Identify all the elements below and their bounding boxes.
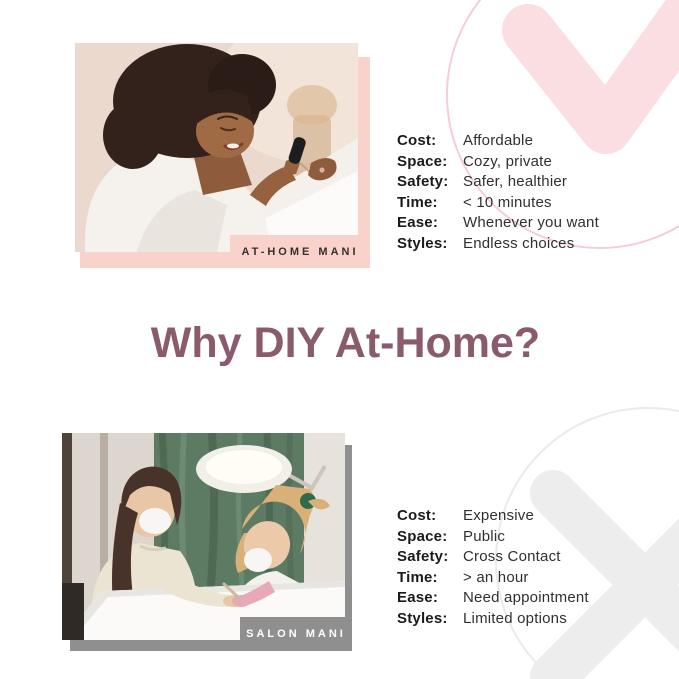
row-label: Time: xyxy=(397,568,438,586)
row-label: Safety: xyxy=(397,548,449,565)
list-item xyxy=(397,529,589,544)
row-label: Time: xyxy=(397,193,438,211)
row-label: Space: xyxy=(397,152,448,170)
list-item xyxy=(397,570,589,585)
at-home-info-list xyxy=(397,133,599,256)
row-label: Cost: xyxy=(397,507,437,524)
salon-mani-photo xyxy=(62,433,345,640)
row-label: Ease: xyxy=(397,589,439,606)
row-value: Need appointment xyxy=(463,589,589,606)
list-item xyxy=(397,133,599,148)
row-value: > an hour xyxy=(463,568,529,586)
checkmark-icon xyxy=(528,0,679,128)
page-title: Why DIY At-Home? xyxy=(150,319,541,367)
list-item xyxy=(397,154,599,169)
at-home-mani-badge xyxy=(230,235,370,268)
list-item xyxy=(397,590,589,605)
list-item xyxy=(397,215,599,230)
row-value: Public xyxy=(463,527,506,545)
list-item xyxy=(397,611,589,626)
list-item xyxy=(397,236,599,251)
list-item xyxy=(397,549,589,564)
row-value: Endless choices xyxy=(463,234,575,252)
row-value: < 10 minutes xyxy=(463,193,552,211)
row-label: Styles: xyxy=(397,609,448,627)
row-value: Cozy, private xyxy=(463,152,553,170)
row-label: Ease: xyxy=(397,214,439,231)
row-value: Limited options xyxy=(463,609,567,627)
row-label: Styles: xyxy=(397,234,448,252)
at-home-mani-photo xyxy=(75,43,358,252)
row-value: Safer, healthier xyxy=(463,173,568,190)
row-label: Safety: xyxy=(397,173,449,190)
row-value: Whenever you want xyxy=(463,214,599,231)
list-item xyxy=(397,174,599,189)
row-label: Space: xyxy=(397,527,448,545)
list-item xyxy=(397,508,589,523)
salon-info-list xyxy=(397,508,589,631)
at-home-mani-badge-label: AT-HOME MANI xyxy=(241,245,359,258)
list-item xyxy=(397,195,599,210)
row-value: Affordable xyxy=(463,132,534,149)
salon-mani-badge xyxy=(240,617,352,650)
row-label: Cost: xyxy=(397,132,437,149)
row-value: Expensive xyxy=(463,507,535,524)
row-value: Cross Contact xyxy=(463,548,561,565)
salon-mani-badge-label: SALON MANI xyxy=(246,627,346,640)
